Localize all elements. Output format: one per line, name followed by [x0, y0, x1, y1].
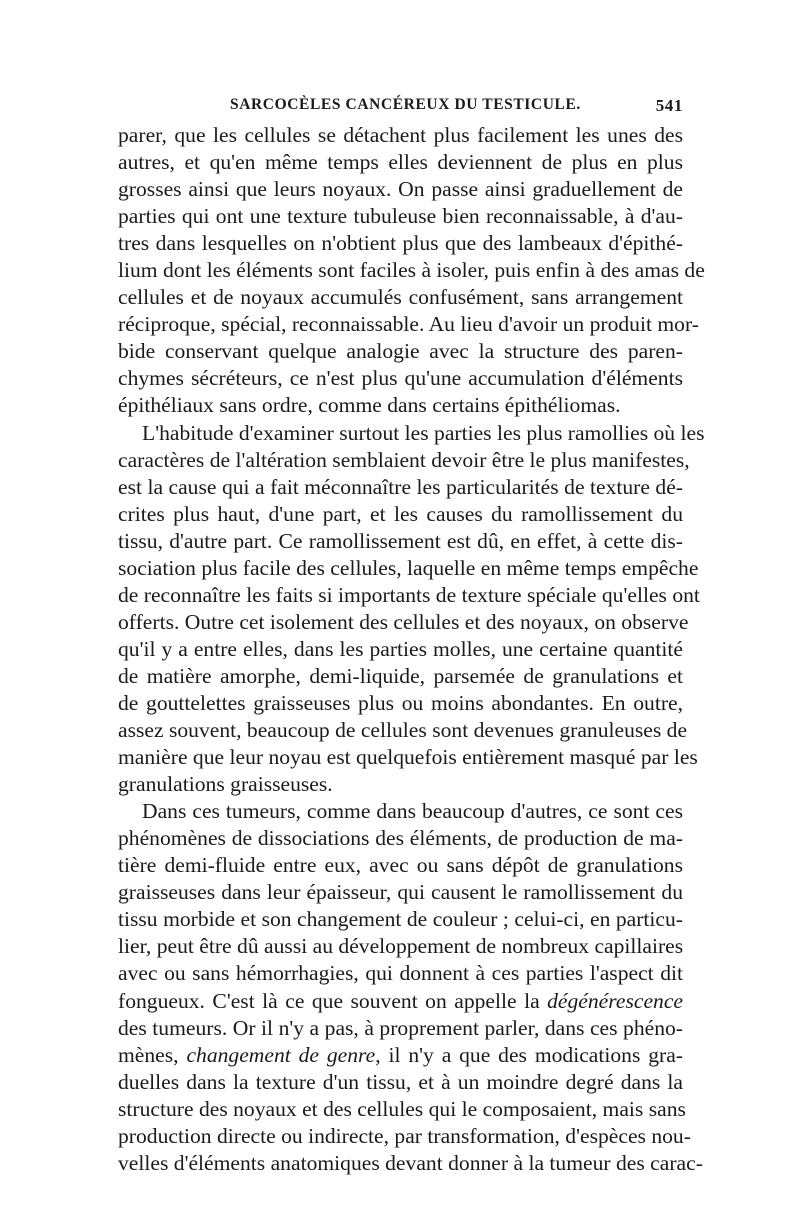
text-line: cellules et de noyaux accumulés confusément, sans arrangement — [118, 285, 683, 310]
text-line: lium dont les éléments sont faciles à isoler, puis enfin à des amas de — [118, 258, 705, 283]
text-line: structure des noyaux et des cellules qui le composaient, mais sans — [118, 1096, 686, 1121]
text-line: tière demi-fluide entre eux, avec ou sans dépôt de granulations — [118, 853, 683, 878]
text-line: duelles dans la texture d'un tissu, et à un moindre degré dans la — [118, 1069, 683, 1094]
text-line: autres, et qu'en même temps elles deviennent de plus en plus — [118, 150, 683, 175]
text-line: épithéliaux sans ordre, comme dans certains épithéliomas. — [118, 393, 621, 418]
text-line: qu'il y a entre elles, dans les parties molles, une certaine quantité — [118, 636, 683, 661]
text-line: assez souvent, beaucoup de cellules sont devenues granuleuses de — [118, 718, 688, 743]
text-line: L'habitude d'examiner surtout les parties les plus ramollies où les — [142, 420, 705, 445]
text-line: parties qui ont une texture tubuleuse bien reconnaissable, à d'au- — [118, 204, 683, 229]
text-line: fongueux. C'est là ce que souvent on appelle la dégénérescence — [118, 988, 683, 1013]
text-line: parer, que les cellules se détachent plus facilement les unes des — [118, 123, 683, 147]
text-line: grosses ainsi que leurs noyaux. On passe ainsi graduellement de — [118, 177, 683, 202]
text-line: des tumeurs. Or il n'y a pas, à proprement parler, dans ces phéno- — [118, 1015, 683, 1040]
text-line: tissu, d'autre part. Ce ramollissement est dû, en effet, à cette dis- — [118, 528, 683, 553]
text-line: crites plus haut, d'une part, et les causes du ramollissement du — [118, 501, 683, 526]
text-line: de gouttelettes graisseuses plus ou moins abondantes. En outre, — [118, 690, 683, 715]
text-line: est la cause qui a fait méconnaître les particularités de texture dé- — [118, 474, 683, 499]
text-line: bide conservant quelque analogie avec la structure des paren- — [118, 339, 683, 364]
italic-term: dégénérescence — [547, 988, 683, 1013]
text-line: mènes, changement de genre, il n'y a que des modications gra- — [118, 1042, 683, 1067]
paragraph — [118, 420, 705, 799]
text-line: avec ou sans hémorrhagies, qui donnent à ces parties l'aspect dit — [118, 961, 683, 986]
text-line: lier, peut être dû aussi au développement de nombreux capillaires — [118, 934, 684, 959]
book-page — [118, 96, 705, 1177]
running-title: SARCOCÈLES CANCÉREUX DU TESTICULE. — [230, 96, 581, 113]
paragraph — [118, 122, 705, 420]
text-line: manière que leur noyau est quelquefois entièrement masqué par les — [118, 745, 698, 770]
italic-term: changement de genre — [186, 1042, 376, 1067]
body-text — [118, 122, 705, 1177]
text-line: velles d'éléments anatomiques devant donner à la tumeur des carac- — [118, 1150, 703, 1175]
text-line: offerts. Outre cet isolement des cellules et des noyaux, on observe — [118, 609, 689, 634]
text-line: production directe ou indirecte, par transformation, d'espèces nou- — [118, 1123, 691, 1148]
text-line: sociation plus facile des cellules, laquelle en même temps empêche — [118, 555, 699, 580]
text-line: tres dans lesquelles on n'obtient plus que des lambeaux d'épithé- — [118, 231, 683, 256]
text-line: phénomènes de dissociations des éléments, de production de ma- — [118, 826, 683, 851]
text-line: de matière amorphe, demi-liquide, parsemée de granulations et — [118, 663, 683, 688]
text-line: graisseuses dans leur épaisseur, qui causent le ramollissement du — [118, 880, 683, 905]
text-line: caractères de l'altération semblaient devoir être le plus manifestes, — [118, 447, 690, 472]
text-line: tissu morbide et son changement de couleur ; celui-ci, en particu- — [118, 907, 683, 932]
paragraph — [118, 798, 703, 1177]
page-number: 541 — [655, 96, 683, 115]
text-line: granulations graisseuses. — [118, 772, 333, 797]
running-head — [118, 96, 683, 122]
text-line: réciproque, spécial, reconnaissable. Au lieu d'avoir un produit mor- — [118, 312, 699, 337]
text-line: chymes sécréteurs, ce n'est plus qu'une accumulation d'éléments — [118, 366, 683, 391]
text-line: de reconnaître les faits si importants de texture spéciale qu'elles ont — [118, 582, 700, 607]
text-line: Dans ces tumeurs, comme dans beaucoup d'autres, ce sont ces — [142, 799, 683, 824]
